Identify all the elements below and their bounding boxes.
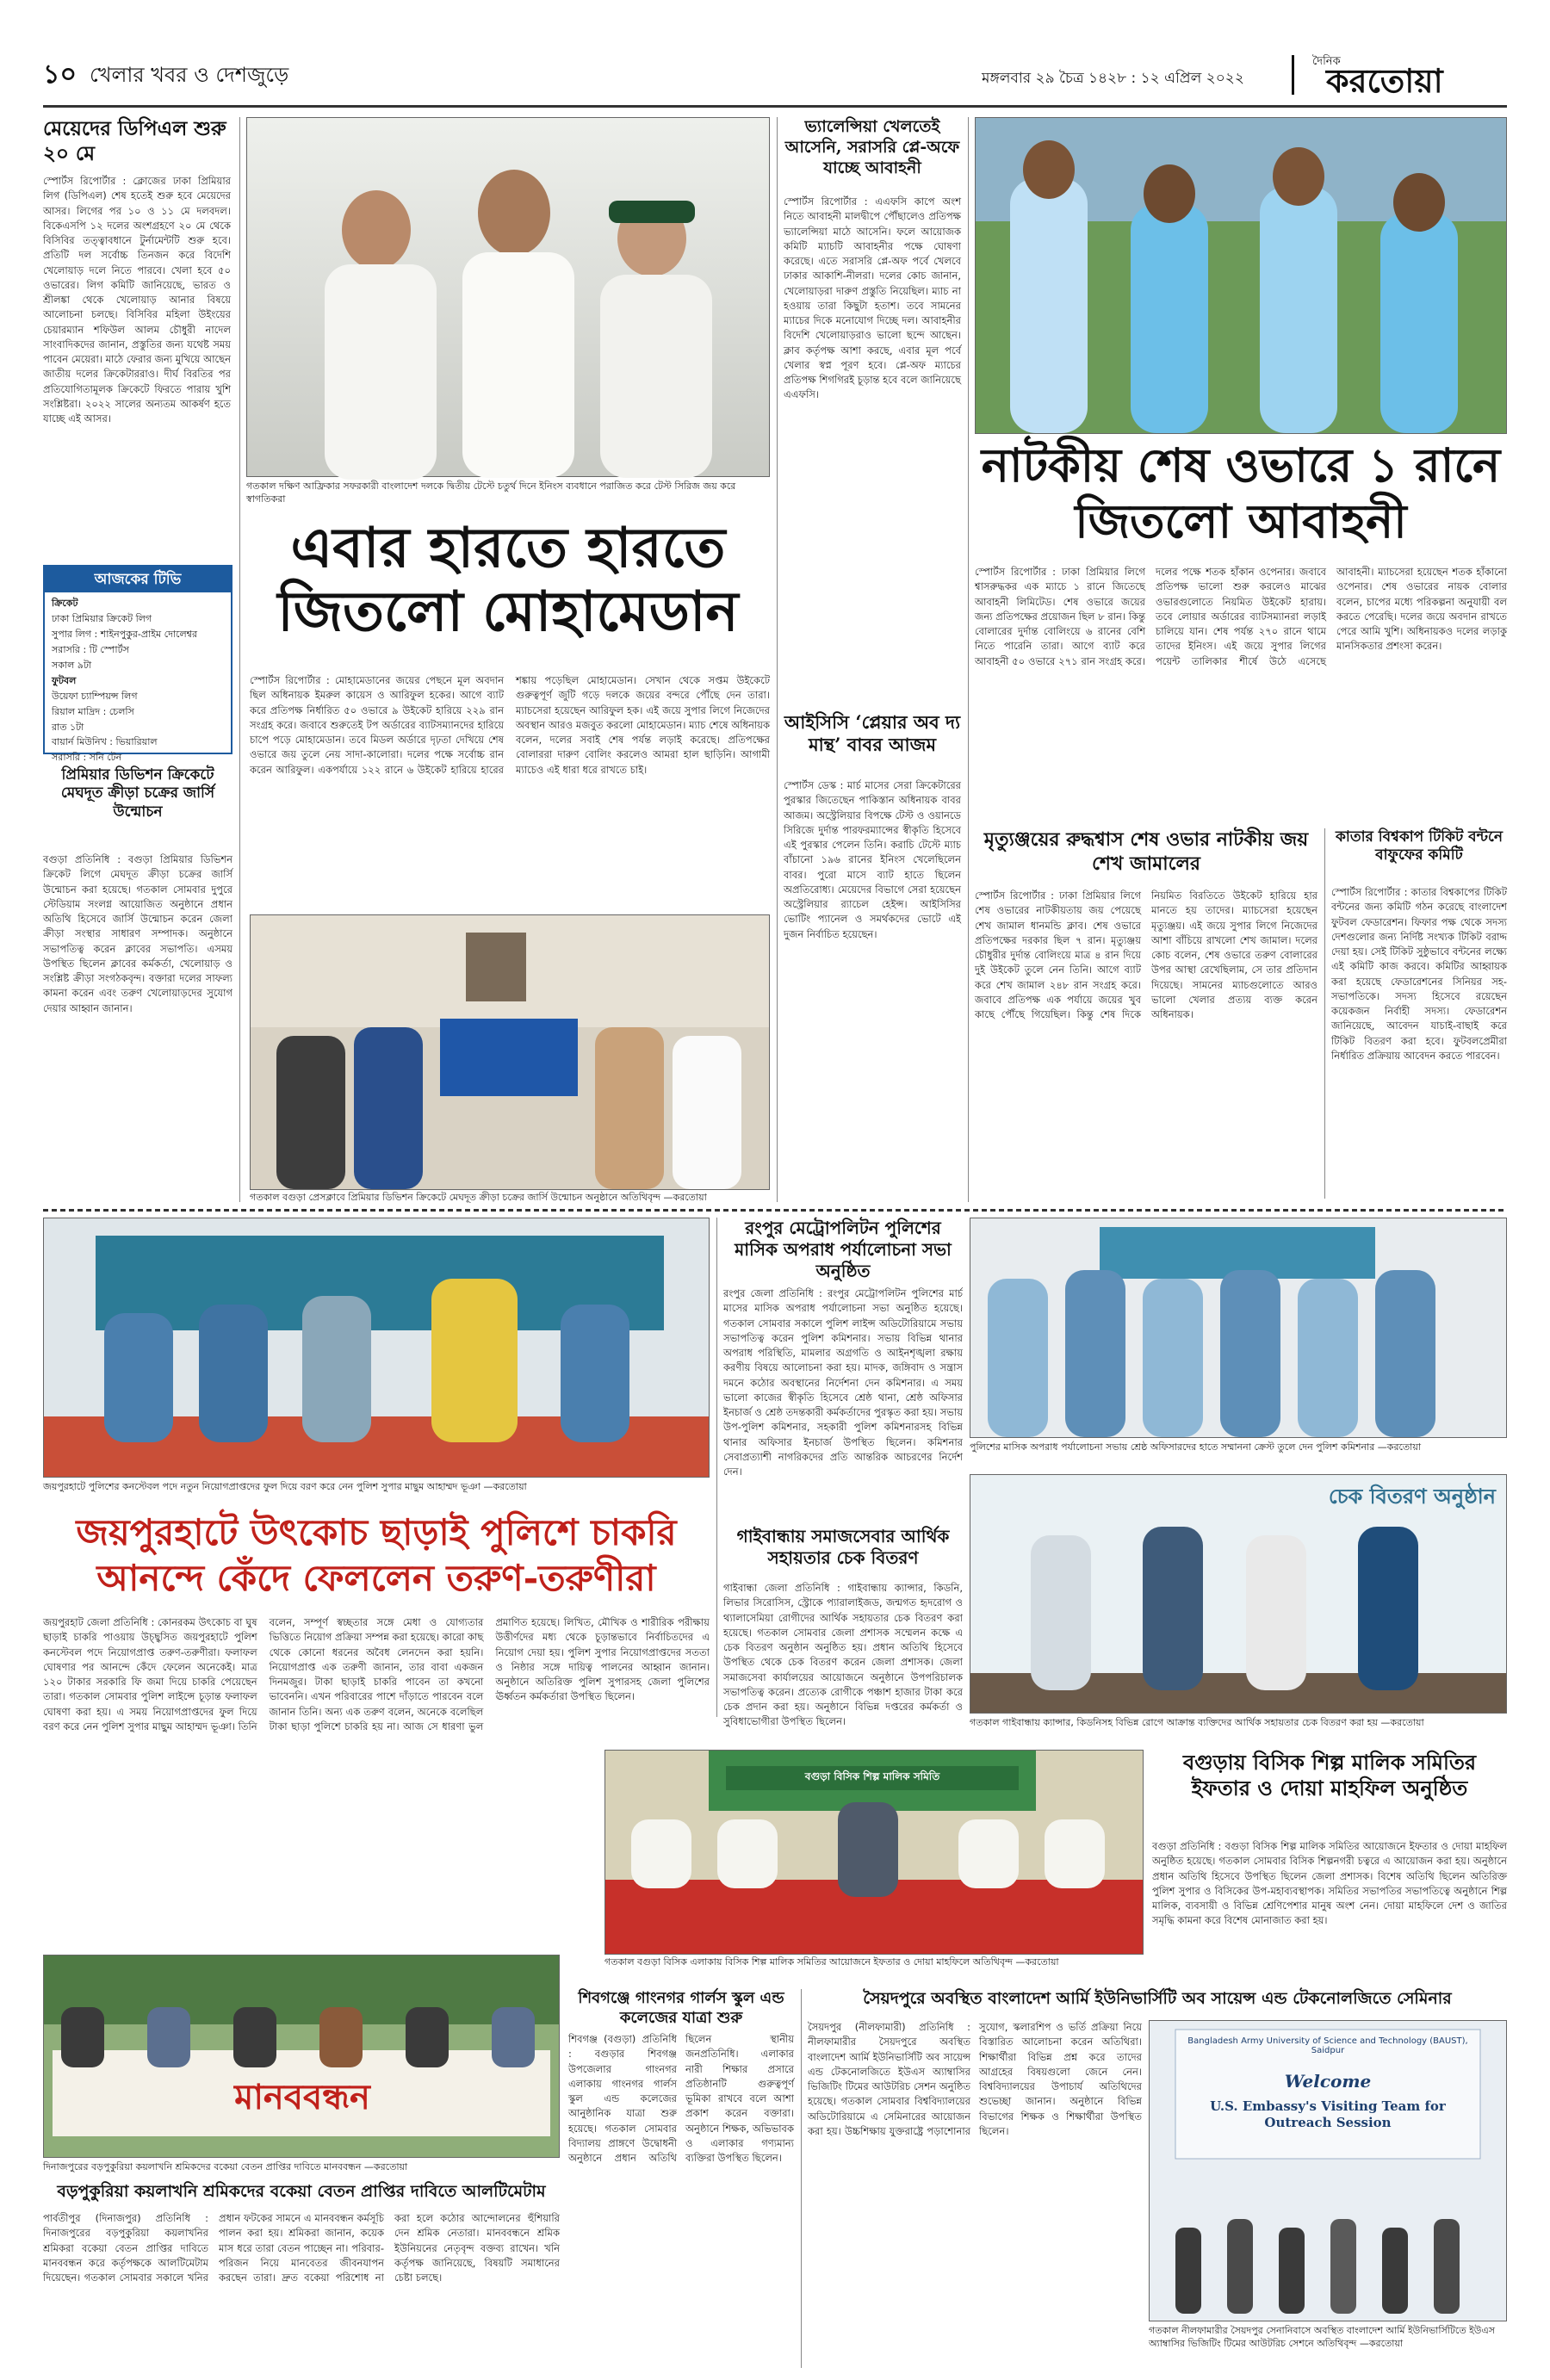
logo-divider [1292, 55, 1294, 95]
header-rule [43, 105, 1507, 108]
masthead [43, 48, 1507, 103]
tv-title: আজকের টিভি [45, 567, 231, 592]
tv-row: সরাসরি : টি স্পোর্টস [52, 643, 129, 655]
column-divider [1324, 828, 1325, 1199]
test-match-photo [246, 117, 770, 477]
page-number: ১০ [43, 59, 77, 90]
saidpur-photo-caption: গতকাল নীলফামারীর সৈয়দপুর সেনানিবাসে অবস্থিত বাংলাদেশ আর্মি ইউনিভার্সিটিতে ইউএস অ্যাম্বাসির ভিজিটিং টিমের আউটরিচ সেশনে অতিথিবৃন্দ —করতোয়া [1149, 2325, 1495, 2349]
shibganj-body: শিবগঞ্জ (বগুড়া) প্রতিনিধি : বগুড়ার শিবগঞ্জ উপজেলার গাংনগর এলাকায় গাংনগর গার্লস স্কুল এন্ড কলেজের আনুষ্ঠানিক যাত্রা শুরু হয়েছে। গতকাল সোমবার বিদ্যালয় প্রাঙ্গণে উদ্বোধনী অনুষ্ঠানে প্রধান অতিথি ছিলেন স্থানীয় জনপ্রতিনিধি। এলাকার নারী শিক্ষার প্রসারে প্রতিষ্ঠানটি গুরুত্বপূর্ণ ভূমিকা রাখবে বলে আশা প্রকাশ করেন বক্তারা। অনুষ্ঠানে শিক্ষক, অভিভাবক ও এলাকার গণ্যমান্য ব্যক্তিরা উপস্থিত ছিলেন। [568, 2033, 794, 2164]
abahani-body: স্পোর্টস রিপোর্টার : ঢাকা প্রিমিয়ার লিগে শ্বাসরুদ্ধকর এক ম্যাচে ১ রানে জিতেছে আবাহনী লিমিটেড। শেষ ওভারে জয়ের জন্য প্রতিপক্ষের প্রয়োজন ছিল ৮ রান। কিন্তু বোলারের দুর্দান্ত বোলিংয়ে ৬ রানের বেশি নিতে পারেনি তারা। আগে ব্যাট করে আবাহনী ৫০ ওভারে ২৭১ রান সংগ্রহ করে। দলের পক্ষে শতক হাঁকান ওপেনার। জবাবে প্রতিপক্ষ ভালো শুরু করলেও মাঝের ওভারগুলোতে নিয়মিত উইকেট হারায়। তবে লোয়ার অর্ডারের ব্যাটসম্যানরা লড়াই চালিয়ে যান। শেষ পর্যন্ত ২৭০ রানে থামে তাদের ইনিংস। এই জয়ে সুপার লিগের পয়েন্ট তালিকার শীর্ষে উঠে এসেছে আবাহনী। ম্যাচসেরা হয়েছেন শতক হাঁকানো ওপেনার। শেষ ওভারের নায়ক বোলার বলেন, চাপের মধ্যে পরিকল্পনা অনুযায়ী বল করতে পেরেছি। দলের জয়ে অবদান রাখতে পেরে আমি খুশি। অধিনায়কও দলের লড়াকু মানসিকতার প্রশংসা করেন। [975, 566, 1507, 667]
logo-small: দৈনিক [1312, 55, 1341, 68]
mohammedan-headline: এবার হারতে হারতে জিতলো মোহামেডান [277, 516, 739, 644]
jamal-body: স্পোর্টস রিপোর্টার : ঢাকা প্রিমিয়ার লিগে শেষ ওভারের নাটকীয়তায় জয় পেয়েছে শেখ জামাল ধানমন্ডি ক্লাব। শেষ ওভারে প্রতিপক্ষের দরকার ছিল ৭ রান। মৃত্যুঞ্জয় চৌধুরীর দুর্দান্ত বোলিংয়ে মাত্র ৪ রান দিয়ে দুই উইকেট তুলে নেন তিনি। আগে ব্যাট করে শেখ জামাল ২৪৮ রান সংগ্রহ করে। জবাবে প্রতিপক্ষ এক পর্যায়ে জয়ের খুব কাছে পৌঁছে গিয়েছিল। কিন্তু শেষ দিকে নিয়মিত বিরতিতে উইকেট হারিয়ে হার মানতে হয় তাদের। ম্যাচসেরা হয়েছেন মৃত্যুঞ্জয়। এই জয়ে সুপার লিগে নিজেদের আশা বাঁচিয়ে রাখলো শেখ জামাল। দলের কোচ বলেন, শেষ ওভারে তরুণ বোলারের উপর আস্থা রেখেছিলাম, সে তার প্রতিদান দিয়েছে। সামনের ম্যাচগুলোতে আরও ভালো খেলার প্রত্যয় ব্যক্ত করেন অধিনায়ক। [975, 889, 1318, 1020]
gaibandha-headline: গাইবান্ধায় সমাজসেবার আর্থিক সহায়তার চেক বিতরণ [736, 1526, 950, 1568]
tv-listing [52, 596, 227, 765]
section-rule [43, 1209, 1507, 1212]
tv-row: উয়েফা চ্যাম্পিয়ন্স লিগ [52, 690, 138, 702]
joypurhat-headline: জয়পুরহাটে উৎকোচ ছাড়াই পুলিশে চাকরি আনন্দে কেঁদে ফেললেন তরুণ-তরুণীরা [76, 1511, 677, 1599]
rangpur-photo-caption: পুলিশের মাসিক অপরাধ পর্যালোচনা সভায় শ্রেষ্ঠ অফিসারদের হাতে সম্মাননা ক্রেস্ট তুলে দেন পুলিশ কমিশনার —করতোয়া [970, 1441, 1422, 1453]
barapukuria-headline: বড়পুকুরিয়া কয়লাখনি শ্রমিকদের বকেয়া বেতন প্রাপ্তির দাবিতে আলটিমেটাম [57, 2182, 546, 2201]
column-divider [239, 117, 240, 1202]
manabbandhan-banner: মানববন্ধন [234, 2077, 370, 2117]
bscic-banner: বগুড়া বিসিক শিল্প মালিক সমিতি [726, 1766, 1019, 1790]
rangpur-photo [970, 1218, 1507, 1438]
saidpur-headline: সৈয়দপুরে অবস্থিত বাংলাদেশ আর্মি ইউনিভার্সিটি অব সায়েন্স এন্ড টেকনোলজিতে সেমিনার [863, 1989, 1452, 2008]
dpl-body: স্পোর্টস রিপোর্টার : ক্লোজের ঢাকা প্রিমিয়ার লিগ (ডিপিএল) শেষ হতেই শুরু হবে মেয়েদের আসর। লিগের পর ১০ ও ১১ মে দলবদল। বিকেএসপি ১২ দলের অংশগ্রহণে ২০ মে থেকে বিসিবির তত্ত্বাবধানে টুর্নামেন্টটি শুরু হবে। প্রতিটি দল সর্বোচ্চ তিনজন করে বিদেশি খেলোয়াড় দলে নিতে পারবে। খেলা হবে ৫০ ওভারের। লিগ কমিটি জানিয়েছে, ভারত ও শ্রীলঙ্কা থেকে খেলোয়াড় আনার বিষয়ে আলোচনা চলছে। বিসিবির মহিলা উইংয়ের চেয়ারম্যান শফিউল আলম চৌধুরী নাদেল সাংবাদিকদের জানান, প্রস্তুতির জন্য যথেষ্ট সময় পাবেন মেয়েরা। মাঠে ফেরার জন্য মুখিয়ে আছেন জাতীয় দলের ক্রিকেটাররাও। দীর্ঘ বিরতির পর প্রতিযোগিতামূলক ক্রিকেটে ফিরতে পারায় খুশি সংশ্লিষ্টরা। ২০২২ সালের অন্যতম আকর্ষণ হতে যাচ্ছে এই আসর। [43, 175, 231, 425]
joypurhat-body: জয়পুরহাট জেলা প্রতিনিধি : কোনরকম উৎকোচ বা ঘুষ ছাড়াই চাকরি পাওয়ায় উচ্ছ্বসিত জয়পুরহাটে পুলিশ কনস্টেবল পদে নিয়োগপ্রাপ্ত তরুণ-তরুণীরা। ফলাফল ঘোষণার পর আনন্দে কেঁদে ফেলেন অনেকেই। মাত্র ১২০ টাকার সরকারি ফি জমা দিয়ে চাকরি পেয়েছেন তারা। গতকাল সোমবার পুলিশ লাইন্সে চূড়ান্ত ফলাফল ঘোষণা করা হয়। এ সময় নিয়োগপ্রাপ্তদের ফুল দিয়ে বরণ করে নেন পুলিশ সুপার মাছুম আহাম্মদ ভূঞা। তিনি বলেন, সম্পূর্ণ স্বচ্ছতার সঙ্গে মেধা ও যোগ্যতার ভিত্তিতে নিয়োগ প্রক্রিয়া সম্পন্ন করা হয়েছে। কারো কাছ থেকে কোনো ধরনের অবৈধ লেনদেন করা হয়নি। নিয়োগপ্রাপ্ত এক তরুণী জানান, তার বাবা একজন দিনমজুর। টাকা ছাড়াই চাকরি পাবেন তা কখনো ভাবেননি। এখন পরিবারের পাশে দাঁড়াতে পারবেন বলে জানান তিনি। অন্য এক তরুণ বলেন, অনেকে বলেছিল টাকা ছাড়া পুলিশে চাকরি হয় না। আজ সে ধারণা ভুল প্রমাণিত হয়েছে। লিখিত, মৌখিক ও শারীরিক পরীক্ষায় উত্তীর্ণদের মধ্য থেকে চূড়ান্তভাবে নির্বাচিতদের এ নিয়োগ দেয়া হয়। পুলিশ সুপার নিয়োগপ্রাপ্তদের সততা ও নিষ্ঠার সঙ্গে দায়িত্ব পালনের আহ্বান জানান। অনুষ্ঠানে অতিরিক্ত পুলিশ সুপারসহ জেলা পুলিশের ঊর্ধ্বতন কর্মকর্তারা উপস্থিত ছিলেন। [43, 1616, 710, 1732]
baust-banner-university: Bangladesh Army University of Science and Technology (BAUST), Saidpur [1187, 2036, 1468, 2055]
gaibandha-body: গাইবান্ধা জেলা প্রতিনিধি : গাইবান্ধায় ক্যান্সার, কিডনি, লিভার সিরোসিস, স্ট্রোকে প্যারালাইজড, জন্মগত হৃদরোগ ও থ্যালাসেমিয়া রোগীদের আর্থিক সহায়তার চেক বিতরণ করা হয়েছে। গতকাল সোমবার জেলা প্রশাসক সম্মেলন কক্ষে এ চেক বিতরণ অনুষ্ঠান অনুষ্ঠিত হয়। প্রধান অতিথি হিসেবে উপস্থিত থেকে চেক বিতরণ করেন জেলা প্রশাসক। জেলা সমাজসেবা কার্যালয়ের আয়োজনে অনুষ্ঠানে উপপরিচালক সভাপতিত্ব করেন। প্রত্যেক রোগীকে পঞ্চাশ হাজার টাকা করে চেক প্রদান করা হয়। অনুষ্ঠানে বিভিন্ন দপ্তরের কর্মকর্তা ও সুবিধাভোগীরা উপস্থিত ছিলেন। [723, 1582, 963, 1728]
tv-row: বায়ার্ন মিউনিখ : ভিয়ারিয়াল [52, 736, 158, 748]
column-divider [777, 117, 778, 1202]
player-of-month-body: স্পোর্টস ডেস্ক : মার্চ মাসের সেরা ক্রিকেটারের পুরস্কার জিতেছেন পাকিস্তান অধিনায়ক বাবর আজম। অস্ট্রেলিয়ার বিপক্ষে টেস্ট ও ওয়ানডে সিরিজে দুর্দান্ত পারফরম্যান্সের স্বীকৃতি হিসেবে এই পুরস্কার পেলেন তিনি। করাচি টেস্টে ম্যাচ বাঁচানো ১৯৬ রানের ইনিংস খেলেছিলেন বাবর। পুরো মাসে ব্যাট হাতে ছিলেন অপ্রতিরোধ্য। মেয়েদের বিভাগে সেরা হয়েছেন অস্ট্রেলিয়ার র‍্যাচেল হেইন্স। আইসিসির ভোটিং প্যানেল ও সমর্থকদের ভোটে এই দুজন নির্বাচিত হয়েছেন। [784, 779, 961, 940]
abahani-photo [975, 117, 1507, 434]
tv-row: ক্রিকেট [52, 598, 78, 609]
bscic-photo [604, 1750, 1144, 1955]
tv-row: সকাল ৯টা [52, 659, 92, 671]
jersey-photo-caption: গতকাল বগুড়া প্রেসক্লাবে প্রিমিয়ার ডিভিশন ক্রিকেটে মেঘদূত ক্রীড়া চক্রের জার্সি উন্মোচন অনুষ্ঠানে অতিথিবৃন্দ —করতোয়া [250, 1192, 707, 1203]
saidpur-photo [1149, 2020, 1507, 2321]
barapukuria-body: পার্বতীপুর (দিনাজপুর) প্রতিনিধি : দিনাজপুরের বড়পুকুরিয়া কয়লাখনির শ্রমিকরা বকেয়া বেতন প্রাপ্তির দাবিতে মানববন্ধন করে কর্তৃপক্ষকে আলটিমেটাম দিয়েছেন। গতকাল সোমবার সকালে খনির প্রধান ফটকের সামনে এ মানববন্ধন কর্মসূচি পালন করা হয়। শ্রমিকরা জানান, কয়েক মাস ধরে তারা বেতন পাচ্ছেন না। পরিবার-পরিজন নিয়ে মানবেতর জীবনযাপন করছেন তারা। দ্রুত বকেয়া পরিশোধ না করা হলে কঠোর আন্দোলনের হুঁশিয়ারি দেন শ্রমিক নেতারা। মানববন্ধনে শ্রমিক ইউনিয়নের নেতৃবৃন্দ বক্তব্য রাখেন। খনি কর্তৃপক্ষ জানিয়েছে, বিষয়টি সমাধানের চেষ্টা চলছে। [43, 2212, 560, 2284]
newspaper-logo: করতোয়া [1326, 61, 1443, 100]
bscic-headline: বগুড়ায় বিসিক শিল্প মালিক সমিতির ইফতার ও দোয়া মাহফিল অনুষ্ঠিত [1182, 1750, 1477, 1800]
jamal-headline: মৃত্যুঞ্জয়ের রুদ্ধশ্বাস শেষ ওভার নাটকীয় জয় শেখ জামালের [983, 828, 1309, 875]
shibganj-headline: শিবগঞ্জে গাংনগর গার্লস স্কুল এন্ড কলেজের যাত্রা শুরু [578, 1989, 784, 2027]
bscic-photo-caption: গতকাল বগুড়া বিসিক এলাকায় বিসিক শিল্প মালিক সমিতির আয়োজনে ইফতার ও দোয়া মাহফিলে অতিথিবৃন্দ —করতোয়া [604, 1956, 1059, 1968]
baust-banner-welcome: Welcome [1284, 2071, 1372, 2092]
tv-row: ঢাকা প্রিমিয়ার ক্রিকেট লিগ [52, 612, 152, 624]
mohammedan-body: স্পোর্টস রিপোর্টার : মোহামেডানের জয়ের পেছনে মূল অবদান ছিল অধিনায়ক ইমরুল কায়েস ও আরিফুল হকের। আগে ব্যাট করে প্রতিপক্ষ নির্ধারিত ৫০ ওভারে ৯ উইকেট হারিয়ে ২২৯ রান সংগ্রহ করে। জবাবে শুরুতেই টপ অর্ডারের ব্যাটসম্যানদের হারিয়ে চাপে পড়ে মোহামেডান। তবে মিডল অর্ডারে দৃঢ়তা দেখিয়ে শেষ ওভারে জয় তুলে নেয় সাদা-কালোরা। দলের পক্ষে সর্বোচ্চ রান করেন আরিফুল। একপর্যায়ে ১২২ রানে ৬ উইকেট হারিয়ে হারের শঙ্কায় পড়েছিল মোহামেডান। সেখান থেকে সপ্তম উইকেটে গুরুত্বপূর্ণ জুটি গড়ে দলকে জয়ের বন্দরে পৌঁছে দেন তারা। ম্যাচসেরা হয়েছেন আরিফুল হক। এই জয়ে সুপার লিগে নিজেদের অবস্থান আরও মজবুত করলো মোহামেডান। ম্যাচ শেষে অধিনায়ক বলেন, দলের সবাই শেষ পর্যন্ত লড়াই করেছে। প্রতিপক্ষের বোলাররা দারুণ বোলিং করলেও আমরা হাল ছাড়িনি। আগামী ম্যাচেও এই ধারা ধরে রাখতে চাই। [250, 674, 770, 776]
bscic-body: বগুড়া প্রতিনিধি : বগুড়া বিসিক শিল্প মালিক সমিতির আয়োজনে ইফতার ও দোয়া মাহফিল অনুষ্ঠিত হয়েছে। গতকাল সোমবার বিসিক শিল্পনগরী চত্বরে এ আয়োজন করা হয়। অনুষ্ঠানে প্রধান অতিথি হিসেবে উপস্থিত ছিলেন জেলা প্রশাসক। বিশেষ অতিথি ছিলেন অতিরিক্ত পুলিশ সুপার ও বিসিকের উপ-মহাব্যবস্থাপক। সমিতির সভাপতির সভাপতিত্বে অনুষ্ঠানে শিল্প মালিক, ব্যবসায়ী ও বিভিন্ন শ্রেণিপেশার মানুষ অংশ নেন। দোয়া মাহফিলে দেশ ও জাতির সমৃদ্ধি কামনা করে বিশেষ মোনাজাত করা হয়। [1152, 1840, 1507, 1927]
dpl-headline: মেয়েদের ডিপিএল শুরু ২০ মে [43, 117, 226, 165]
joypurhat-photo-caption: জয়পুরহাটে পুলিশের কনস্টেবল পদে নতুন নিয়োগপ্রাপ্তদের ফুল দিয়ে বরণ করে নেন পুলিশ সুপার মাছুম আহাম্মদ ভূঞা —করতোয়া [43, 1481, 527, 1492]
joypurhat-photo [43, 1218, 710, 1478]
player-of-month-headline: আইসিসি ‘প্লেয়ার অব দ্য মান্থ’ বাবর আজম [784, 711, 961, 756]
saidpur-body: সৈয়দপুর (নীলফামারী) প্রতিনিধি : নীলফামারীর সৈয়দপুরে অবস্থিত বাংলাদেশ আর্মি ইউনিভার্সিটি অব সায়েন্স এন্ড টেকনোলজিতে ইউএস অ্যাম্বাসির ভিজিটিং টিমের আউটরিচ সেশন অনুষ্ঠিত হয়েছে। গতকাল সোমবার বিশ্ববিদ্যালয়ের অডিটোরিয়ামে এ সেমিনারের আয়োজন করা হয়। উচ্চশিক্ষায় যুক্তরাষ্ট্রে পড়াশোনার সুযোগ, স্কলারশিপ ও ভর্তি প্রক্রিয়া নিয়ে বিস্তারিত আলোচনা করেন অতিথিরা। শিক্ষার্থীরা বিভিন্ন প্রশ্ন করে তাদের আগ্রহের বিষয়গুলো জেনে নেন। বিশ্ববিদ্যালয়ের উপাচার্য অতিথিদের শুভেচ্ছা জানান। অনুষ্ঠানে বিভিন্ন বিভাগের শিক্ষক ও শিক্ষার্থীরা উপস্থিত ছিলেন। [808, 2021, 1142, 2137]
column-divider [968, 117, 969, 1202]
tv-row: রিয়াল মাদ্রিদ : চেলসি [52, 705, 134, 717]
column-divider [716, 1218, 717, 1717]
baust-banner-line: U.S. Embassy's Visiting Team for Outreach Session [1210, 2098, 1446, 2130]
section-name: খেলার খবর ও দেশজুড়ে [90, 63, 289, 87]
premier-division-body: বগুড়া প্রতিনিধি : বগুড়া প্রিমিয়ার ডিভিশন ক্রিকেট লিগে মেঘদূত ক্রীড়া চক্রের জার্সি উন্মোচন করা হয়েছে। গতকাল সোমবার দুপুরে স্টেডিয়াম সংলগ্ন আয়োজিত অনুষ্ঠানে প্রধান অতিথি হিসেবে জার্সি উন্মোচন করেন জেলা ক্রীড়া সংস্থার সাধারণ সম্পাদক। অনুষ্ঠানে সভাপতিত্ব করেন ক্লাবের সভাপতি। এসময় উপস্থিত ছিলেন ক্লাবের কর্মকর্তা, খেলোয়াড় ও সংশ্লিষ্ট ক্রীড়া সংগঠকবৃন্দ। বক্তারা দলের সাফল্য কামনা করেন এবং তরুণ খেলোয়াড়দের সুযোগ দেয়ার আহ্বান জানান। [43, 853, 232, 1014]
tv-box [43, 565, 232, 764]
valencia-headline: ভ্যালেন্সিয়া খেলতেই আসেনি, সরাসরি প্লে-অফে যাচ্ছে আবাহনী [784, 117, 960, 177]
tv-row: সুপার লিগ : শাইনপুকুর-প্রাইম দোলেশ্বর [52, 628, 197, 640]
barapukuria-photo-caption: দিনাজপুরের বড়পুকুরিয়া কয়লাখনি শ্রমিকদের বকেয়া বেতন প্রাপ্তির দাবিতে মানববন্ধন —করতোয়া [43, 2161, 408, 2172]
gaibandha-photo [970, 1474, 1507, 1714]
rangpur-body: রংপুর জেলা প্রতিনিধি : রংপুর মেট্রোপলিটন পুলিশের মার্চ মাসের মাসিক অপরাধ পর্যালোচনা সভা অনুষ্ঠিত হয়েছে। গতকাল সোমবার সকালে পুলিশ লাইন্স অডিটোরিয়ামে সভায় সভাপতিত্ব করেন পুলিশ কমিশনার। সভায় বিভিন্ন থানার অপরাধ পরিস্থিতি, মামলার অগ্রগতি ও আইনশৃঙ্খলা রক্ষায় করণীয় বিষয়ে আলোচনা করা হয়। মাদক, জঙ্গিবাদ ও সন্ত্রাস দমনে কঠোর অবস্থানের নির্দেশনা দেন কমিশনার। এ সময় ভালো কাজের স্বীকৃতি হিসেবে শ্রেষ্ঠ থানা, শ্রেষ্ঠ অফিসার ইনচার্জ ও শ্রেষ্ঠ তদন্তকারী কর্মকর্তাদের পুরস্কৃত করা হয়। সভায় উপ-পুলিশ কমিশনার, সহকারী পুলিশ কমিশনারসহ বিভিন্ন থানার অফিসার ইনচার্জ উপস্থিত ছিলেন। কমিশনার সেবাপ্রত্যাশী নাগরিকদের প্রতি আন্তরিক আচরণের নির্দেশ দেন। [723, 1287, 963, 1478]
qatar-headline: কাতার বিশ্বকাপ টিকিট বন্টনে বাফুফের কমিটি [1336, 828, 1503, 865]
jersey-photo [250, 914, 770, 1190]
rangpur-headline: রংপুর মেট্রোপলিটন পুলিশের মাসিক অপরাধ পর্যালোচনা সভা অনুষ্ঠিত [735, 1218, 952, 1281]
issue-date: মঙ্গলবার ২৯ চৈত্র ১৪২৮ : ১২ এপ্রিল ২০২২ [982, 70, 1244, 87]
tv-row: সরাসরি : সনি টেন [52, 752, 122, 764]
tv-row: রাত ১টা [52, 721, 84, 733]
test-photo-caption: গতকাল দক্ষিণ আফ্রিকার সফরকারী বাংলাদেশ দলকে দ্বিতীয় টেস্টে চতুর্থ দিনে ইনিংস ব্যবধানে পরাজিত করে টেস্ট সিরিজ জয় করে স্বাগতিকরা [246, 480, 736, 505]
valencia-body: স্পোর্টস রিপোর্টার : এএফসি কাপে অংশ নিতে আবাহনী মালদ্বীপে পৌঁছালেও প্রতিপক্ষ ভ্যালেন্সিয়া মাঠে আসেনি। ফলে আয়োজক কমিটি ম্যাচটি আবাহনীর পক্ষে ঘোষণা করেছে। এতে সরাসরি প্লে-অফ পর্বে খেলবে ঢাকার আকাশি-নীলরা। দলের কোচ জানান, খেলোয়াড়রা দারুণ প্রস্তুতি নিয়েছিল। ম্যাচ না হওয়ায় তারা কিছুটা হতাশ। তবে সামনের ম্যাচের দিকে মনোযোগ দিচ্ছে দল। আবাহনীর বিদেশি খেলোয়াড়রাও ভালো ছন্দে আছেন। ক্লাব কর্তৃপক্ষ আশা করছে, এবার মূল পর্বে খেলার স্বপ্ন পূরণ হবে। প্লে-অফ ম্যাচের প্রতিপক্ষ শিগগিরই চূড়ান্ত হবে বলে জানিয়েছে এএফসি। [784, 195, 961, 401]
qatar-body: স্পোর্টস রিপোর্টার : কাতার বিশ্বকাপের টিকিট বন্টনের জন্য কমিটি গঠন করেছে বাংলাদেশ ফুটবল ফেডারেশন। ফিফার পক্ষ থেকে সদস্য দেশগুলোর জন্য নির্দিষ্ট সংখ্যক টিকিট বরাদ্দ দেয়া হয়। সেই টিকিট সুষ্ঠুভাবে বন্টনের লক্ষ্যে এই কমিটি কাজ করবে। কমিটির আহ্বায়ক করা হয়েছে ফেডারেশনের সিনিয়র সহ-সভাপতিকে। সদস্য হিসেবে রয়েছেন কয়েকজন নির্বাহী সদস্য। ফেডারেশন জানিয়েছে, আবেদন যাচাই-বাছাই করে টিকিট বিতরণ করা হবে। ফুটবলপ্রেমীরা নির্ধারিত প্রক্রিয়ায় আবেদন করতে পারবেন। [1331, 886, 1507, 1062]
abahani-headline: নাটকীয় শেষ ওভারে ১ রানে জিতলো আবাহনী [981, 437, 1501, 549]
premier-division-headline: প্রিমিয়ার ডিভিশন ক্রিকেটে মেঘদূত ক্রীড়া চক্রের জার্সি উন্মোচন [60, 766, 215, 821]
barapukuria-photo [43, 1955, 560, 2158]
gaibandha-banner: চেক বিতরণ অনুষ্ঠান [1328, 1484, 1496, 1509]
column-divider [801, 1989, 802, 2368]
tv-row: ফুটবল [52, 674, 77, 686]
gaibandha-photo-caption: গতকাল গাইবান্ধায় ক্যান্সার, কিডনিসহ বিভিন্ন রোগে আক্রান্ত ব্যক্তিদের আর্থিক সহায়তার চেক বিতরণ করা হয় —করতোয়া [970, 1717, 1424, 1728]
